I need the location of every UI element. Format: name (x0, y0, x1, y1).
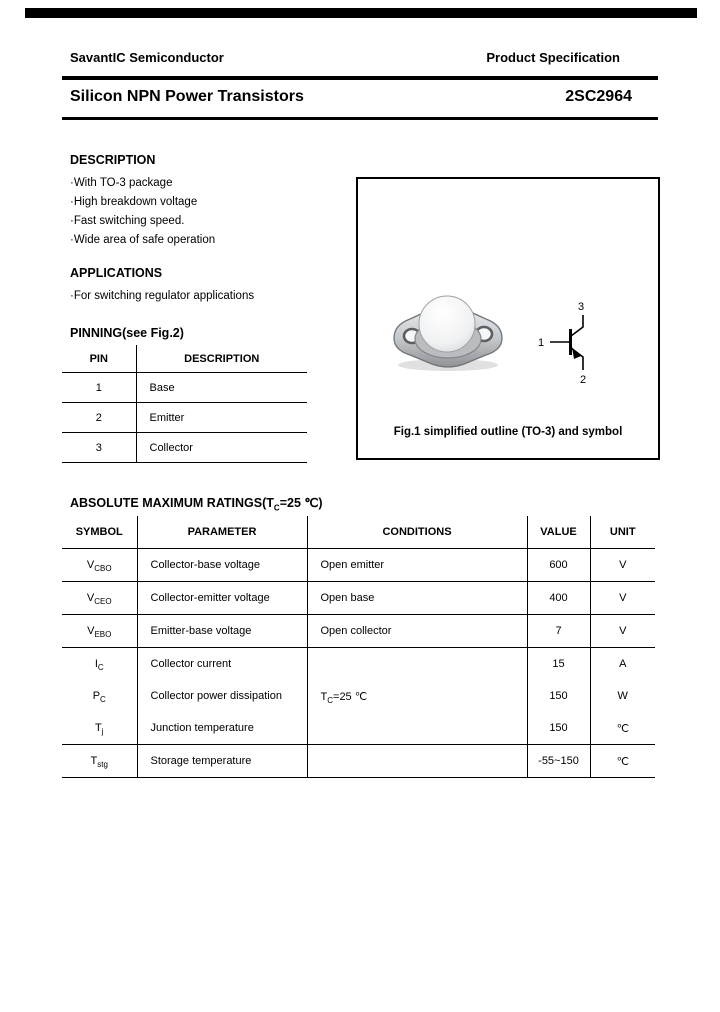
unit-cell: ℃ (590, 712, 655, 745)
pin-number: 1 (62, 373, 136, 403)
description-list (70, 174, 215, 250)
table-row (62, 403, 307, 433)
unit-column-header: UNIT (590, 516, 655, 549)
applications-item: ·For switching regulator applications (70, 290, 255, 302)
unit-cell: V (590, 615, 655, 648)
parameter-cell: Junction temperature (137, 712, 307, 745)
pin-number: 3 (62, 433, 136, 463)
symbol-cell: $I_C$ (62, 648, 137, 681)
unit-cell: A (619, 658, 627, 670)
parameter-cell: Collector-base voltage (137, 549, 307, 582)
unit-cell: V (590, 549, 655, 582)
conditions-cell (307, 745, 527, 778)
description-item: ·High breakdown voltage (70, 196, 198, 208)
collector-lead (571, 315, 583, 336)
page-header (70, 50, 620, 65)
part-number: 2SC2964 (565, 88, 632, 105)
table-row (62, 745, 655, 778)
title-row (70, 88, 632, 106)
description-item: ·Wide area of safe operation (70, 234, 216, 246)
parameter-cell: Emitter-base voltage (137, 615, 307, 648)
figure-caption: Fig.1 simplified outline (TO-3) and symbol (393, 426, 623, 438)
company-name: SavantIC Semiconductor (70, 50, 224, 65)
pinning-heading: PINNING(see Fig.2) (70, 326, 184, 340)
symbol-cell: $V_{EBO}$ (62, 615, 137, 648)
pin-description: Collector (136, 433, 307, 463)
value-column-header: VALUE (527, 516, 590, 549)
table-row (62, 549, 655, 582)
pinning-table (62, 345, 307, 463)
conditions-cell (307, 648, 527, 681)
pin-column-header: PIN (62, 345, 136, 373)
parameter-column-header: PARAMETER (137, 516, 307, 549)
table-row (62, 648, 655, 681)
pin-description: Emitter (136, 403, 307, 433)
parameter-cell: Collector-emitter voltage (137, 582, 307, 615)
value-cell: 15 (527, 648, 590, 681)
value-cell: -55~150 (527, 745, 590, 778)
value-cell: 150 (527, 680, 590, 712)
unit-cell: V (590, 582, 655, 615)
symbol-cell: $V_{CEO}$ (62, 582, 137, 615)
value-cell: 400 (527, 582, 590, 615)
ratings-header-row (62, 516, 655, 549)
top-black-bar (25, 8, 697, 18)
conditions-cell: Open base (307, 582, 527, 615)
pin-number: 2 (62, 403, 136, 433)
table-row (62, 680, 655, 712)
description-column-header: DESCRIPTION (136, 345, 307, 373)
symbol-cell: $P_C$ (62, 680, 137, 712)
applications-list (70, 287, 254, 306)
value-cell: 7 (527, 615, 590, 648)
conditions-cell: $T_C=25$ ℃ (307, 680, 527, 712)
table-row (62, 582, 655, 615)
value-cell: 600 (527, 549, 590, 582)
symbol-cell: $T_{stg}$ (62, 745, 137, 778)
conditions-cell (307, 712, 527, 745)
description-item: ·Fast switching speed. (70, 215, 185, 227)
applications-heading: APPLICATIONS (70, 266, 163, 280)
ratings-heading: ABSOLUTE MAXIMUM $RATINGS(T_C=25$ ℃) (70, 496, 323, 513)
parameter-cell: Storage temperature (137, 745, 307, 778)
symbol-cell: $T_j$ (62, 712, 137, 745)
pin-description: Base (136, 373, 307, 403)
header-rule-bottom (62, 117, 658, 120)
symbol-column-header: SYMBOL (62, 516, 137, 549)
header-rule-top (62, 76, 658, 80)
parameter-cell: Collector current (137, 648, 307, 681)
spec-label: Product Specification (486, 50, 620, 65)
collector-pin-label: 3 (578, 301, 585, 313)
figure-box (356, 177, 660, 460)
conditions-cell: Open emitter (307, 549, 527, 582)
base-pin-label: 1 (538, 337, 545, 349)
parameter-cell: Collector power dissipation (137, 680, 307, 712)
unit-cell: W (617, 690, 628, 702)
table-row (62, 712, 655, 745)
unit-cell: ℃ (590, 745, 655, 778)
table-row (62, 433, 307, 463)
symbol-cell: $V_{CBO}$ (62, 549, 137, 582)
conditions-column-header: CONDITIONS (307, 516, 527, 549)
ratings-table (62, 516, 655, 778)
description-heading: DESCRIPTION (70, 153, 156, 167)
description-item: ·With TO-3 package (70, 177, 173, 189)
pinning-header-row (62, 345, 307, 373)
npn-transistor-symbol (530, 297, 600, 389)
value-cell: 150 (527, 712, 590, 745)
table-row (62, 373, 307, 403)
conditions-cell: Open collector (307, 615, 527, 648)
table-row (62, 615, 655, 648)
emitter-pin-label: 2 (580, 374, 587, 386)
emitter-arrow (572, 348, 581, 360)
to3-package-photo (384, 291, 512, 375)
product-title: Silicon NPN Power Transistors (70, 88, 304, 105)
